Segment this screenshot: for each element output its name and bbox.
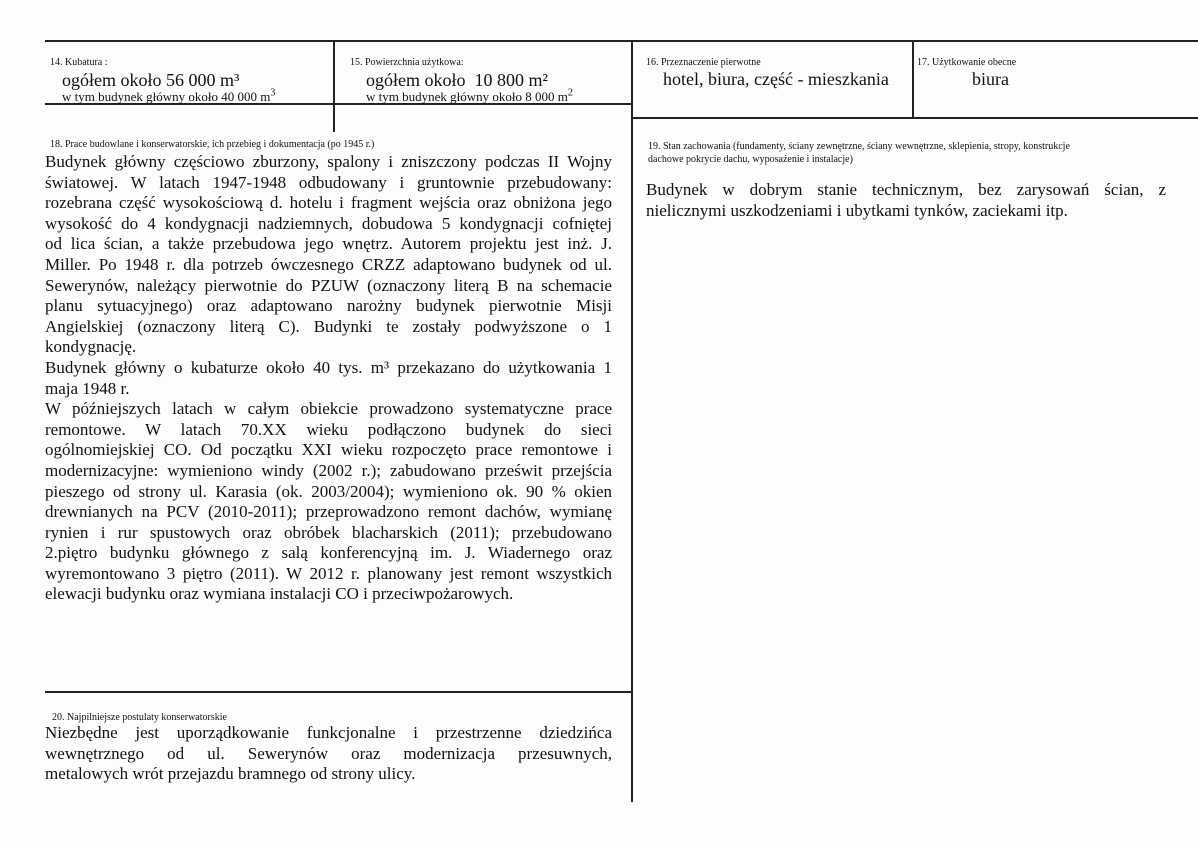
text-line: Budynek główny częściowo zburzony, spalony i zniszczony podczas II Wojny bbox=[45, 152, 612, 171]
text-line: elewacji budynku oraz wymiana instalacji CO i przeciwpożarowych. bbox=[45, 584, 514, 604]
field-label: 14. Kubatura : bbox=[50, 57, 108, 68]
text-line: wewnętrznego od ul. Sewerynów oraz modernizacja przesuwnych, bbox=[45, 743, 612, 763]
text-line: modernizacyjne: wymieniono windy (2002 r.); zabudowano prześwit przejścia bbox=[45, 460, 612, 480]
text-line: rozebrana część wysokościową d. hotelu i fragment wejścia oraz obniżona jego bbox=[45, 193, 612, 213]
text-line: W późniejszych latach w całym obiekcie prowadzono systematyczne prace bbox=[45, 399, 612, 419]
text-line: 2.piętro budynku głównego z salą konferencyjną im. J. Wiadernego oraz bbox=[45, 543, 612, 563]
field-label: 18. Prace budowlane i konserwatorskie, ich przebieg i dokumentacja (po 1945 r.) bbox=[50, 139, 375, 150]
field-subvalue bbox=[366, 89, 573, 104]
field-value: biura bbox=[972, 69, 1009, 89]
field-label: 16. Przeznaczenie pierwotne bbox=[646, 57, 761, 68]
text-line: kondygnację. bbox=[45, 337, 137, 357]
text-line: drewnianych na PCV (2010-2011); przeprowadzono remont dachów, wymianę bbox=[45, 502, 612, 522]
divider bbox=[912, 40, 914, 118]
text-line: pieszego od strony ul. Karasia (ok. 2003/2004); wymieniono ok. 90 % okien bbox=[45, 481, 612, 501]
divider bbox=[45, 40, 1198, 42]
field-label: 19. Stan zachowania (fundamenty, ściany zewnętrzne, ściany wewnętrzne, sklepienia, stropy, konstrukcje bbox=[648, 141, 1070, 152]
divider bbox=[632, 117, 1198, 119]
divider bbox=[333, 40, 335, 132]
text-line: Budynek w dobrym stanie technicznym, bez zarysowań ścian, z bbox=[646, 180, 1166, 199]
text-line: wysokość do 4 kondygnacji nadziemnych, dobudowa 5 kondygnacji cofniętej bbox=[45, 213, 612, 233]
text-line: wyremontowano 3 piętro (2011). W 2012 r. planowany jest remont wszystkich bbox=[45, 563, 612, 583]
field-value: ogółem około 10 800 m² bbox=[366, 70, 548, 90]
text-line: światowej. W latach 1947-1948 odbudowany i gruntownie przebudowany: bbox=[45, 172, 612, 192]
text-line: rynien i rur spustowych oraz obróbek blacharskich (2011); przebudowano bbox=[45, 522, 612, 542]
field-label: 20. Najpilniejsze postulaty konserwatorskie bbox=[52, 712, 227, 723]
field-subvalue bbox=[62, 89, 275, 104]
text-line: Miller. Po 1948 r. dla potrzeb ówczesnego CRZZ adaptowano budynek od ul. bbox=[45, 254, 612, 274]
text-line: Sewerynów, należący pierwotnie do PZUW (oznaczony literą B na schemacie bbox=[45, 275, 612, 295]
divider bbox=[631, 40, 633, 802]
field-body bbox=[45, 152, 612, 605]
text-line: metalowych wrót przejazdu bramnego od strony ulicy. bbox=[45, 764, 416, 784]
text-line: Niezbędne jest uporządkowanie funkcjonalne i przestrzenne dziedzińca bbox=[45, 723, 612, 742]
field-value: hotel, biura, część - mieszkania bbox=[663, 69, 889, 89]
text-line: nielicznymi uszkodzeniami i ubytkami tynków, zaciekami itp. bbox=[646, 200, 1068, 220]
text-line: Angielskiej (oznaczony literą C). Budynki te zostały podwyższone o 1 bbox=[45, 316, 612, 336]
text-line: od lica ścian, a także przebudowa jego wnętrz. Autorem projektu jest inż. J. bbox=[45, 234, 612, 254]
superscript: 3 bbox=[270, 87, 276, 99]
text-line: remontowe. W latach 70.XX wieku podłączono budynek do sieci bbox=[45, 419, 612, 439]
field-body bbox=[45, 723, 612, 785]
field-label: 15. Powierzchnia użytkowa: bbox=[350, 57, 464, 68]
field-label: 17. Użytkowanie obecne bbox=[917, 57, 1017, 68]
field-body bbox=[646, 180, 1166, 221]
text-line: maja 1948 r. bbox=[45, 378, 130, 398]
text-line: Budynek główny o kubaturze około 40 tys. m³ przekazano do użytkowania 1 bbox=[45, 357, 612, 377]
subvalue-text: w tym budynek główny około 40 000 m bbox=[62, 89, 271, 104]
divider bbox=[45, 691, 632, 693]
text-line: ogólnomiejskiej CO. Od początku XXI wieku rozpoczęto prace remontowe i bbox=[45, 440, 612, 460]
text-line: planu sytuacyjnego) oraz adaptowano narożny budynek pierwotnie Misji bbox=[45, 296, 612, 316]
field-label: dachowe pokrycie dachu, wyposażenie i instalacje) bbox=[648, 154, 853, 165]
superscript: 2 bbox=[567, 87, 573, 99]
subvalue-text: w tym budynek główny około 8 000 m bbox=[366, 89, 568, 104]
field-value: ogółem około 56 000 m³ bbox=[62, 70, 240, 90]
